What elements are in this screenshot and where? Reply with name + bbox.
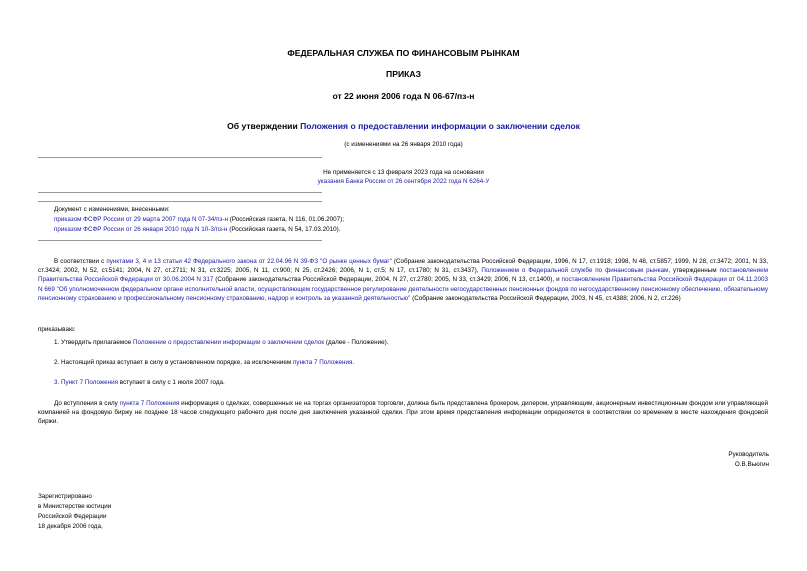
preamble-text: (Собрание законодательства Российской Федерации, 2004, N 27, ст.2780; 2005, N 33, ст.3429; 2006, N 13, ст.1400), и xyxy=(213,276,562,284)
clause-7-link[interactable]: 3. Пункт 7 Положения xyxy=(54,379,119,386)
securities-law-link[interactable]: пунктами 3, 4 и 13 статьи 42 Федерального закона от 22.04.96 N 39-ФЗ "О рынке ценных бумаг" xyxy=(106,258,392,265)
registration-line: Зарегистрировано xyxy=(38,493,92,500)
not-applied-note: Не применяется с 13 февраля 2023 года на основании xyxy=(323,169,484,176)
paragraph-text: До вступления в силу xyxy=(54,400,120,407)
fsfr-regulation-link[interactable]: Положением о Федеральной службе по финансовым рынкам xyxy=(481,267,669,275)
not-applied-link-line xyxy=(0,178,807,187)
amendment-item xyxy=(54,216,344,225)
order-item-text: вступает в силу с 1 июля 2007 года. xyxy=(118,379,225,386)
agency-heading: ФЕДЕРАЛЬНАЯ СЛУЖБА ПО ФИНАНСОВЫМ РЫНКАМ xyxy=(287,48,520,58)
preamble-text: , утвержденным xyxy=(668,267,720,275)
government-decree-669-link[interactable]: постановлением Правительства Российской Федерации от 04.11.2003 N 669 "Об уполномоченном федеральном органе исполнительной власти, осуществляющем государственное регулирование деятельности негосударственных пенсионных фондов по негосударственному пенсионному обеспечению, обязательному пенсионному страхованию и профессиональному пенсионному страхованию, надзор и контроль за указанной деятельностью" xyxy=(38,276,768,302)
order-item-1 xyxy=(54,339,389,348)
doc-date-number: от 22 июня 2006 года N 06-67/пз-н xyxy=(332,91,475,101)
doc-type-heading: ПРИКАЗ xyxy=(386,69,421,79)
registration-line: в Министерстве юстиции xyxy=(38,503,112,510)
amendment-source: (Российская газета, N 54, 17.03.2010). xyxy=(227,226,341,233)
amendments-intro: Документ с изменениями, внесенными: xyxy=(54,206,170,213)
clause-7-link[interactable]: пункта 7 Положения xyxy=(293,359,353,366)
order-item-text: 1. Утвердить прилагаемое xyxy=(54,339,133,346)
title-regulation-link[interactable]: Положения о предоставлении информации о заключении сделок xyxy=(300,121,580,131)
divider xyxy=(38,192,322,193)
preamble-paragraph xyxy=(38,257,768,303)
preamble-text: (Собрание законодательства Российской Федерации, 2003, N 45, ст.4388; 2006, N 2, ст.226) xyxy=(410,294,681,302)
transition-paragraph xyxy=(38,399,768,427)
divider xyxy=(38,157,322,158)
bank-of-russia-instruction-link[interactable]: указания Банка России от 26 сентября 2022 года N 6264-У xyxy=(317,178,490,185)
order-item-text: (далее - Положение). xyxy=(324,339,389,346)
divider xyxy=(38,240,322,241)
order-item-text: 2. Настоящий приказ вступает в силу в установленном порядке, за исключением xyxy=(54,359,294,366)
preamble-text: (Собрание законодательства Российской Федерации, 1996, N 17, ст.1918; 1998, N 48, ст.5857; 1999, N 28, ст.3472; 2001, N 33, ст.3424; 2002, N 52, ст.5141; 2004, N 27, ст.2711; N 31, ст.3225; 2005, N 11, ст.900; N 25, ст.2426; 2006, N 1, ст.5; N 17, ст.1780; N 31, ст.3437), xyxy=(38,258,769,275)
regulation-link[interactable]: Положение о предоставлении информации о заключении сделок xyxy=(132,339,325,346)
signatory-role: Руководитель xyxy=(728,451,769,458)
order-item-3 xyxy=(54,379,225,388)
order-item-2 xyxy=(54,359,354,368)
amendment-source: (Российская газета, N 116, 01.06.2007); xyxy=(227,216,344,223)
amendment-order-link[interactable]: приказом ФСФР России от 29 марта 2007 года N 07-34/пз-н xyxy=(54,216,228,223)
order-item-text: . xyxy=(352,359,355,366)
preamble-text: В соответствии с xyxy=(54,258,107,265)
document-title xyxy=(0,121,807,131)
amendment-item xyxy=(54,226,340,235)
orders-word: приказываю: xyxy=(38,326,76,333)
amendment-order-link[interactable]: приказом ФСФР России от 26 января 2010 года N 10-3/пз-н xyxy=(54,226,228,233)
paragraph-text: информация о сделках, совершенных не на торгах организаторов торговли, должна быть представлена брокером, дилером, управляющим, акционерным инвестиционным фондом или управляющей компанией на фондовую биржу не позднее 18 часов следующего рабочего дня после дня заключения указанной сделки. При этом время представления информации определяется в соответствии со временем в месте нахождения фондовой биржи. xyxy=(38,400,768,426)
clause-7-link[interactable]: пункта 7 Положения xyxy=(119,400,180,407)
registration-line: Российской Федерации xyxy=(38,513,107,520)
government-decree-317-link[interactable]: постановлением Правительства Российской Федерации от 30.06.2004 N 317 xyxy=(38,267,769,284)
title-prefix: Об утверждении xyxy=(227,121,301,131)
edition-note: (с изменениями на 26 января 2010 года) xyxy=(344,141,463,148)
signatory-name: О.В.Вьюгин xyxy=(734,461,769,468)
registration-line: 18 декабря 2006 года, xyxy=(38,523,103,530)
divider xyxy=(38,201,322,202)
